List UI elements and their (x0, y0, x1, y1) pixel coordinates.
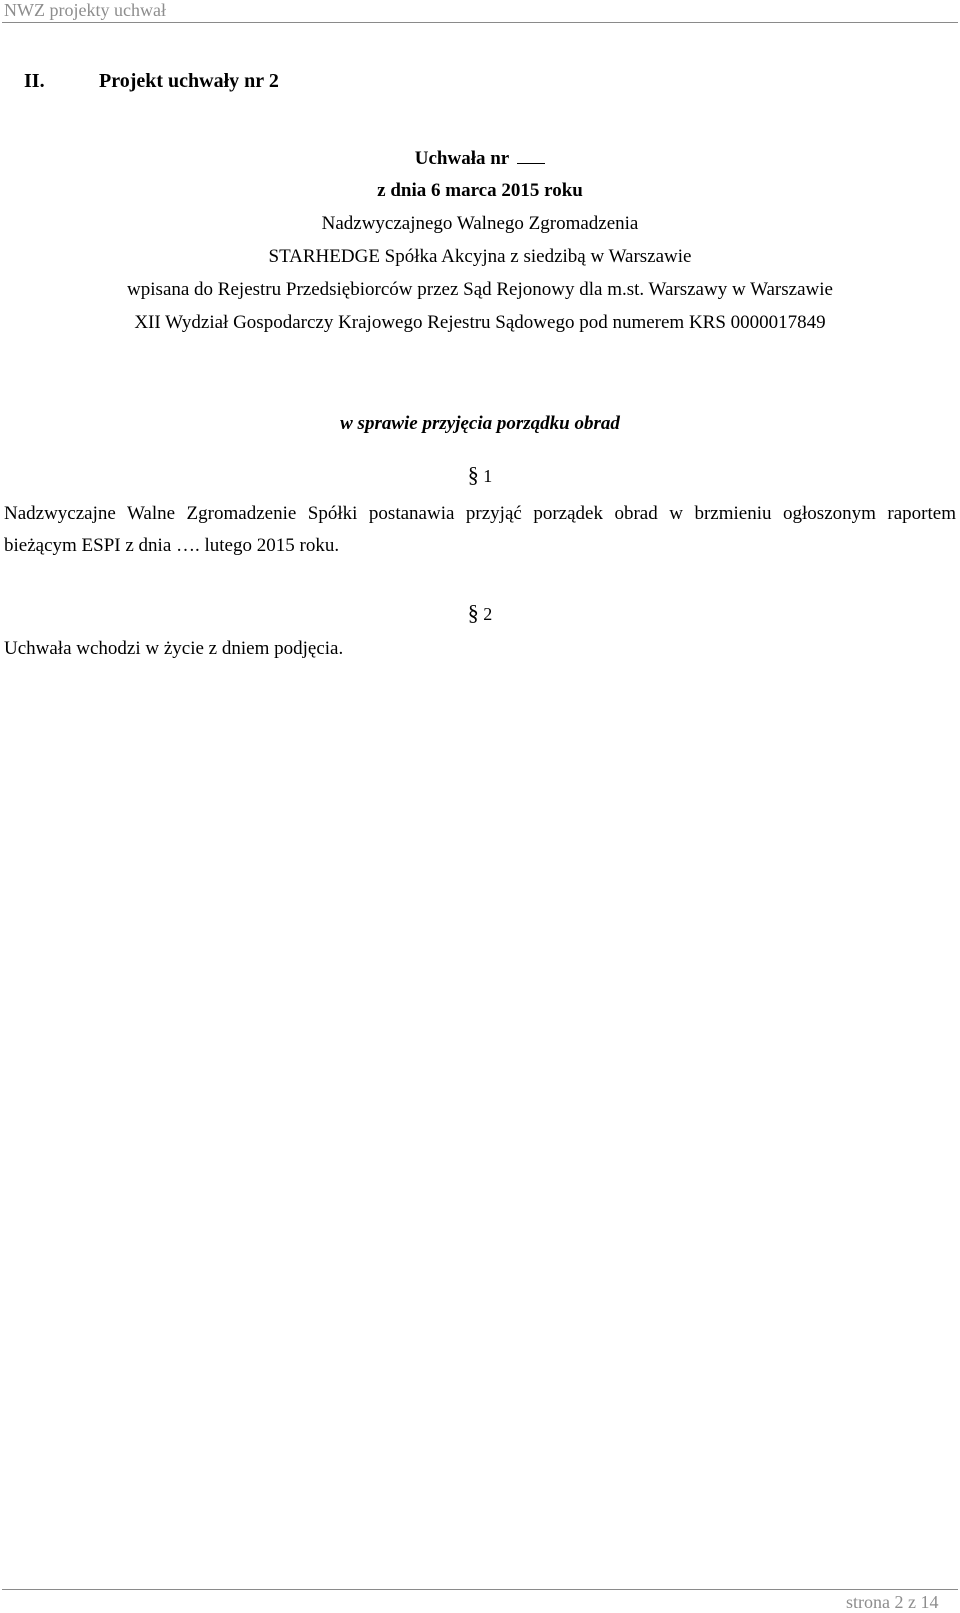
resolution-date: z dnia 6 marca 2015 roku (377, 180, 583, 201)
court-line: XII Wydział Gospodarczy Krajowego Rejestru Sądowego pod numerem KRS 0000017849 (134, 312, 826, 333)
page-number: strona 2 z 14 (846, 1592, 939, 1612)
section-number: II. (24, 70, 45, 92)
registry-line: wpisana do Rejestru Przedsiębiorców przez Sąd Rejonowy dla m.st. Warszawy w Warszawie (127, 279, 833, 300)
resolution-body: Nadzwyczajnego Walnego Zgromadzenia (321, 213, 639, 234)
running-header-title: NWZ projekty uchwał (4, 0, 166, 20)
section-title: Projekt uchwały nr 2 (99, 70, 279, 92)
header-divider (2, 22, 958, 23)
section-sign-icon: § (467, 462, 479, 487)
paragraph-2-text: Uchwała wchodzi w życie z dniem podjęcia. (4, 638, 344, 659)
section-sign-icon: § (467, 600, 479, 625)
paragraph-2-number: 2 (483, 604, 493, 624)
footer-divider (2, 1589, 958, 1590)
paragraph-2-heading (0, 600, 960, 626)
resolution-subject: w sprawie przyjęcia porządku obrad (340, 413, 620, 434)
paragraph-1-heading (0, 462, 960, 488)
company-name: STARHEDGE Spółka Akcyjna z siedzibą w Warszawie (268, 246, 692, 267)
resolution-title: Uchwała nr (414, 148, 510, 169)
paragraph-1-text: Nadzwyczajne Walne Zgromadzenie Spółki postanawia przyjąć porządek obrad w brzmieniu ogłoszonym raportem bieżącym ESPI z dnia …. lutego 2015 roku. (4, 503, 956, 556)
resolution-title-line (0, 148, 960, 170)
paragraph-1-number: 1 (483, 466, 493, 486)
resolution-number-blank (517, 149, 545, 164)
